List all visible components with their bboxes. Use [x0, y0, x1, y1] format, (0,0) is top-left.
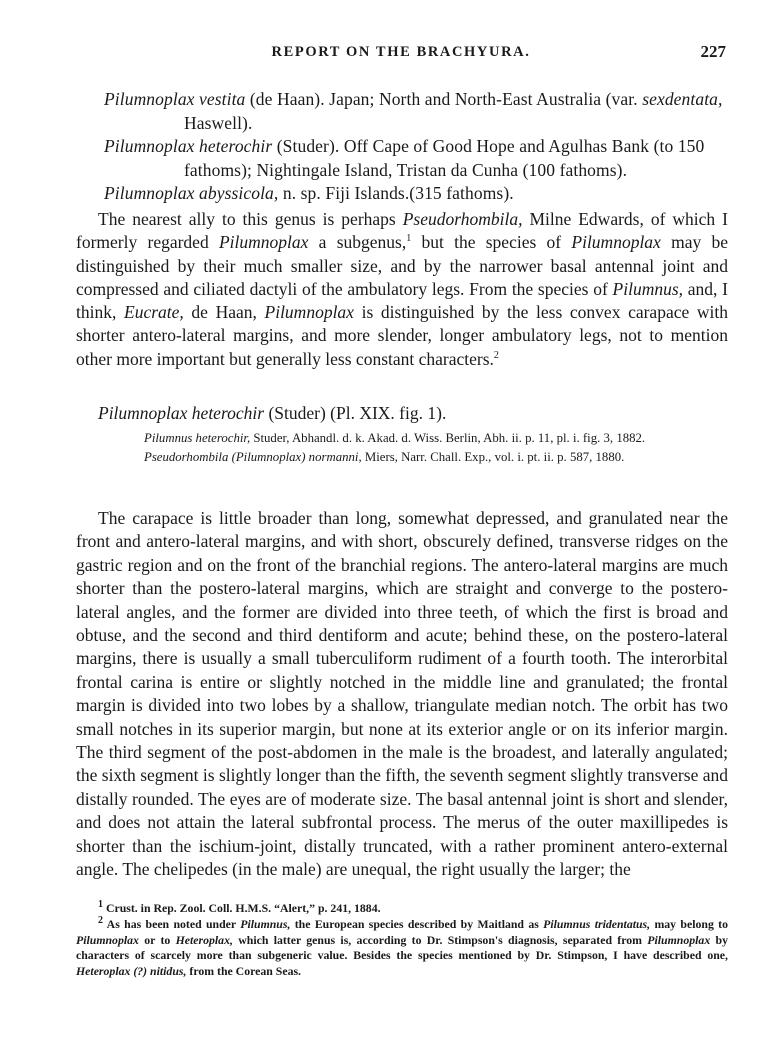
heading-plate-ref: (Studer) (Pl. XIX. fig. 1).: [264, 403, 447, 423]
species-entry: [76, 88, 732, 135]
footnotes: [76, 901, 728, 980]
footnote-text: Crust. in Rep. Zool. Coll. H.M.S. “Alert,” p. 241, 1884.: [103, 901, 381, 915]
text-run: which latter genus is, according to Dr. Stimpson's diagnosis, separated from: [232, 932, 648, 947]
taxon-name: Eucrate,: [124, 302, 184, 323]
synonymy-entry: [76, 449, 728, 466]
text-run: de Haan,: [183, 302, 265, 323]
species-entry: [76, 182, 732, 206]
synonym-citation: Miers, Narr. Chall. Exp., vol. i. pt. ii. p. 587, 1880.: [361, 450, 625, 465]
species-locality: (de Haan). Japan; North and North-East Australia (var.: [245, 89, 643, 109]
synonymy-list: [76, 430, 728, 468]
synonym-name: Pseudorhombila (Pilumnoplax) normanni,: [144, 450, 362, 465]
species-name: Pilumnoplax heterochir: [104, 136, 273, 156]
footnote-mark: 2: [98, 914, 103, 926]
taxon-name: Pseudorhombila,: [402, 209, 523, 229]
text-run: or to: [138, 932, 176, 947]
text-run: and, I think,: [76, 278, 728, 323]
variety-name: sexdentata,: [642, 89, 723, 109]
text-run: a subgenus,: [308, 232, 407, 253]
paragraph-description: The carapace is little broader than long, somewhat depressed, and granulated near the front and antero-lateral margins, and with short, obscurely defined, transverse ridges on the gastric region and on the front of the branchial regions. The antero-lateral margins are much shorter than the postero-lateral margins, which are straight and converge to the postero-lateral angles, and the former are divided into three teeth, of which the first is broad and obtuse, and the second and third dentiform and acute; behind these, on the postero-lateral margins, there is usually a small tuberculiform rudiment of a fourth tooth. The interorbital frontal carina is entire or slightly notched in the middle line and granulated; the frontal margin is divided into two lobes by a shallow, triangulate median notch. The orbit has two small notches in its superior margin, but none at its exterior angle or on its inferior margin. The third segment of the post-abdomen in the male is the broadest, and laterally angulated; the sixth segment is slightly longer than the fifth, the seventh segment slightly transverse and distally rounded. The eyes are of moderate size. The basal antennal joint is short and slender, and does not attain the lateral subfrontal process. The merus of the outer maxillipedes is shorter than the ischium-joint, distally truncated, with a rather prominent antero-external angle. The chelipedes (in the male) are unequal, the right usually the larger; the: [76, 508, 728, 880]
species-list: [76, 88, 732, 206]
taxon-name: Pilumnoplax: [571, 232, 661, 253]
species-name: Pilumnoplax vestita: [104, 89, 246, 109]
species-name: Pilumnoplax abyssicola,: [104, 183, 279, 203]
footnote-1: [76, 901, 728, 917]
taxon-name: Pilumnoplax: [218, 232, 309, 253]
species-entry: [76, 135, 732, 182]
species-heading: [76, 403, 728, 424]
taxon-name: Pilumnus,: [240, 916, 291, 931]
synonym-citation: Studer, Abhandl. d. k. Akad. d. Wiss. Berlin, Abh. ii. p. 11, pl. i. fig. 3, 1882.: [250, 431, 646, 445]
text-run: may be distinguished by their much smaller size, and by the narrower basal antennal joint and compressed and ciliated dactyli of the ambulatory legs. From the species of: [76, 232, 729, 299]
text-run: is distinguished by the less convex carapace with shorter antero-lateral margins, and more slender, longer ambulatory legs, not to mention other more important but generally less constant characters.: [76, 302, 729, 369]
taxon-name: Pilumnoplax: [76, 932, 139, 947]
synonymy-entry: [76, 430, 728, 447]
text-run: may belong to: [650, 916, 728, 931]
text-run: As has been noted under: [103, 916, 241, 931]
text-run: but the species of: [411, 232, 572, 253]
footnote-ref: 1: [406, 233, 412, 245]
taxon-name: Pilumnoplax: [264, 302, 354, 323]
footnote-2: [76, 914, 728, 980]
text-run: from the Corean Seas.: [186, 964, 302, 979]
species-locality-cont: Haswell).: [184, 112, 253, 133]
taxon-name: Heteroplax (?) nitidus,: [76, 964, 187, 979]
text-run: Milne Edwards, of which I formerly regarded: [76, 209, 728, 253]
running-title: REPORT ON THE BRACHYURA.: [271, 44, 531, 60]
heading-species-name: Pilumnoplax heterochir: [98, 403, 265, 423]
taxon-name: Pilumnoplax: [647, 932, 711, 947]
running-head: [76, 44, 726, 66]
paragraph-affinities: [76, 208, 728, 371]
taxon-name: Heteroplax,: [175, 932, 233, 947]
text-run: The nearest ally to this genus is perhaps: [98, 209, 403, 229]
species-locality: (Studer). Off Cape of Good Hope and Agulhas Bank (to 150 fathoms); Nightingale Island, Tristan da Cunha (100 fathoms).: [184, 136, 705, 180]
species-locality: n. sp. Fiji Islands.(315 fathoms).: [278, 183, 514, 203]
text-run: the European species described by Maitland as: [290, 916, 544, 931]
taxon-name: Pilumnus,: [612, 278, 684, 299]
footnote-ref: 2: [493, 349, 499, 361]
text-run: by characters of scarcely more than subgeneric value. Besides the species mentioned by Dr. Stimpson, I have described one,: [76, 932, 728, 963]
synonym-name: Pilumnus heterochir,: [144, 431, 251, 445]
footnote-mark: 1: [98, 899, 103, 911]
taxon-name: Pilumnus tridentatus,: [543, 916, 651, 931]
page-number: 227: [700, 42, 726, 61]
